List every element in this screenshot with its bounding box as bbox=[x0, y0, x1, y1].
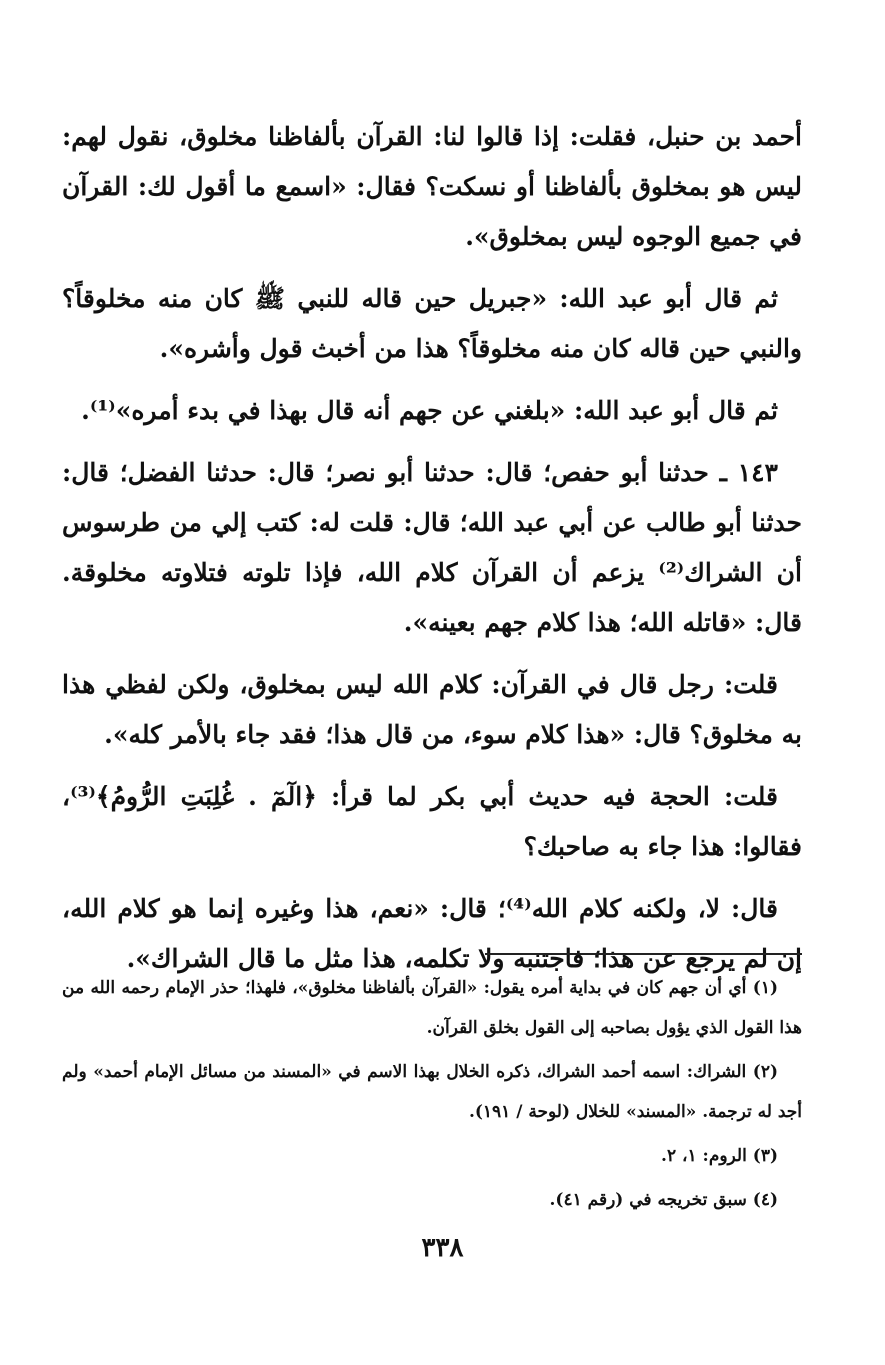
footnote-2: (٢) الشراك: اسمه أحمد الشراك، ذكره الخلال بهذا الاسم في «المسند من مسائل الإمام أحمد» ولم أجد له ترجمة. «المسند» للخلال (لوحة / ١٩١). bbox=[62, 1062, 802, 1122]
footnote-4: (٤) سبق تخريجه في (رقم ٤١). bbox=[549, 1190, 778, 1210]
paragraph-6: قلت: الحجة فيه حديث أبي بكر لما قرأ: ﴿الٓمٓ . غُلِبَتِ الرُّومُ﴾⁽³⁾، فقالوا: هذا جاء به صاحبك؟ bbox=[62, 782, 802, 861]
footnote-divider bbox=[485, 953, 802, 955]
paragraph-7: قال: لا، ولكنه كلام الله⁽⁴⁾؛ قال: «نعم، هذا وغيره إنما هو كلام الله، إن لم يرجع عن هذا؛ فاجتنبه ولا تكلمه، هذا مثل ما قال الشراك». bbox=[62, 894, 802, 973]
paragraph-2: ثم قال أبو عبد الله: «جبريل حين قاله للنبي ﷺ كان منه مخلوقاً؟ والنبي حين قاله كان منه مخلوقاً؟ هذا من أخبث قول وأشره». bbox=[62, 284, 802, 363]
paragraph-4: ١٤٣ ـ حدثنا أبو حفص؛ قال: حدثنا أبو نصر؛ قال: حدثنا الفضل؛ قال: حدثنا أبو طالب عن أبي عبد الله؛ قال: قلت له: كتب إلي من طرسوس أن الشراك⁽²⁾ يزعم أن القرآن كلام الله، فإذا تلوته فتلاوته مخلوقة. قال: «قاتله الله؛ هذا كلام جهم بعينه». bbox=[62, 458, 802, 637]
main-text bbox=[62, 112, 802, 996]
paragraph-1: أحمد بن حنبل، فقلت: إذا قالوا لنا: القرآن بألفاظنا مخلوق، نقول لهم: ليس هو بمخلوق بألفاظنا أو نسكت؟ فقال: «اسمع ما أقول لك: القرآن في جميع الوجوه ليس بمخلوق». bbox=[62, 122, 802, 251]
footnote-3: (٣) الروم: ١، ٢. bbox=[661, 1146, 778, 1166]
footnotes bbox=[62, 968, 802, 1224]
page-number: ٣٣٨ bbox=[421, 1233, 464, 1263]
footnote-1: (١) أي أن جهم كان في بداية أمره يقول: «القرآن بألفاظنا مخلوق»، فلهذا؛ حذر الإمام رحمه الله من هذا القول الذي يؤول بصاحبه إلى القول بخلق القرآن. bbox=[62, 978, 802, 1038]
paragraph-5: قلت: رجل قال في القرآن: كلام الله ليس بمخلوق، ولكن لفظي هذا به مخلوق؟ قال: «هذا كلام سوء، من قال هذا؛ فقد جاء بالأمر كله». bbox=[62, 670, 802, 749]
paragraph-3: ثم قال أبو عبد الله: «بلغني عن جهم أنه قال بهذا في بدء أمره»⁽¹⁾. bbox=[81, 396, 778, 425]
